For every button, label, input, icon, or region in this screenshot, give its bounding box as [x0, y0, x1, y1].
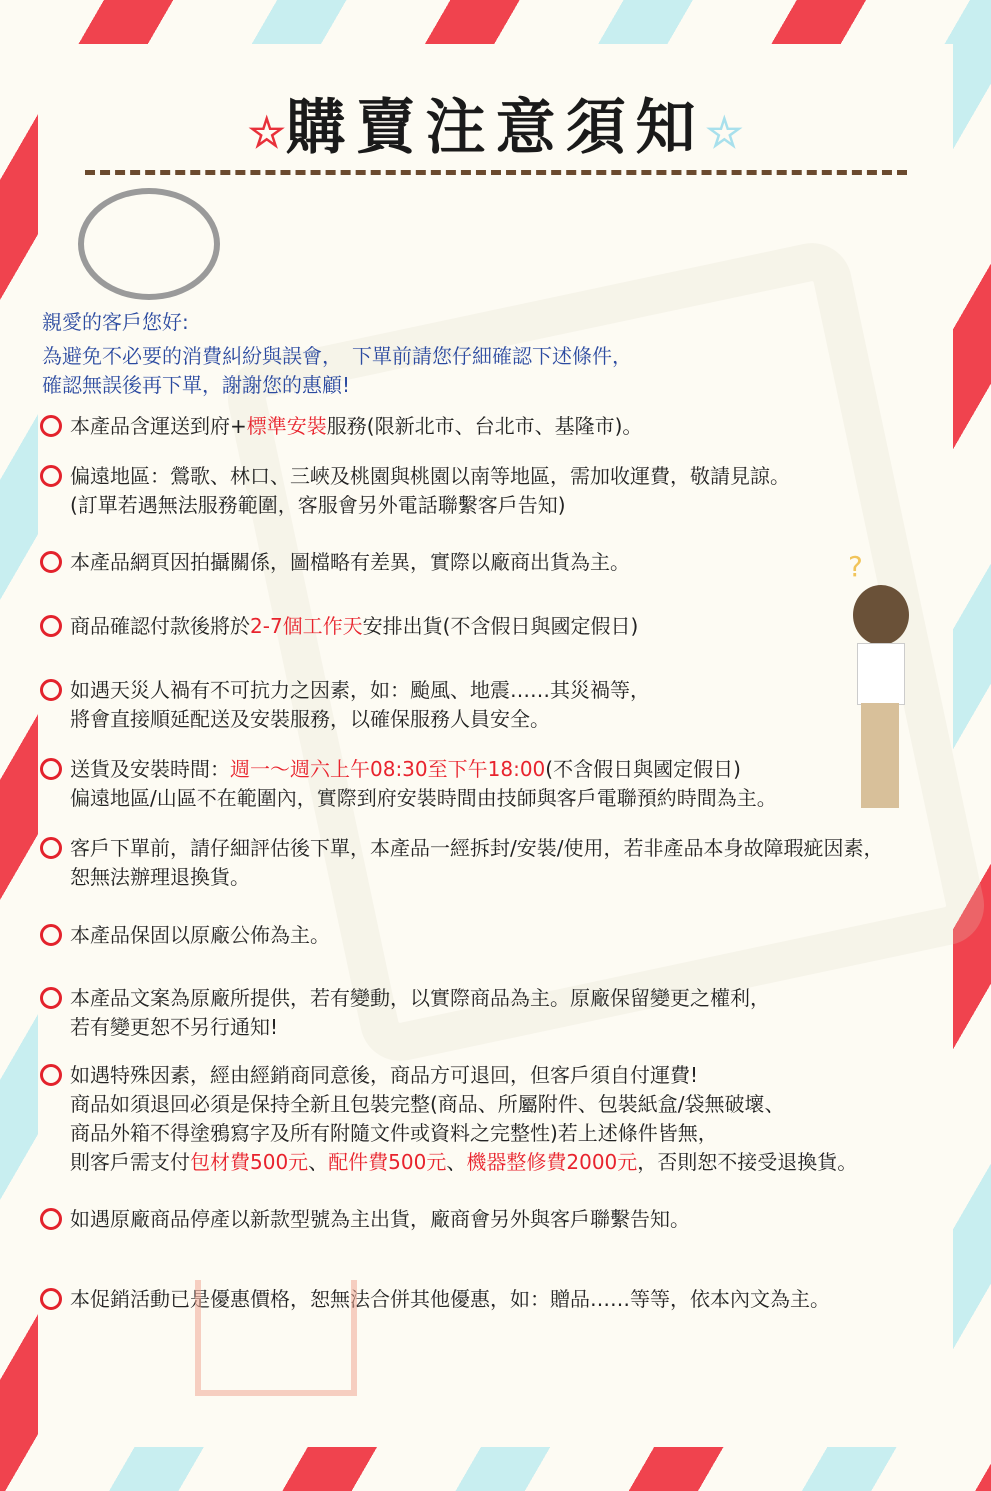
- notice-item: [40, 1061, 857, 1177]
- notice-line: [40, 491, 790, 520]
- text-segment: 商品如須退回必須是保持全新且包裝完整(商品、所屬附件、包裝紙盒/袋無破壞、: [70, 1092, 785, 1116]
- notice-item: [40, 412, 642, 441]
- circle-bullet-icon: [40, 465, 62, 487]
- text-segment: 安排出貨(不含假日與國定假日): [362, 614, 639, 638]
- text-segment: 服務(限新北市、台北市、基隆市)。: [326, 414, 643, 438]
- text-segment: 商品外箱不得塗鴉寫字及所有附隨文件或資料之完整性)若上述條件皆無，: [70, 1121, 718, 1145]
- notice-line: [40, 755, 777, 784]
- circle-bullet-icon: [40, 1064, 62, 1086]
- text-segment: 本產品保固以原廠公佈為主。: [70, 923, 330, 947]
- circle-bullet-icon: [40, 987, 62, 1009]
- notice-line: [40, 863, 883, 892]
- text-segment: 送貨及安裝時間：: [70, 757, 230, 781]
- circle-bullet-icon: [40, 1208, 62, 1230]
- notice-line: [40, 705, 650, 734]
- greeting-line: 為避免不必要的消費糾紛與誤會， 下單前請您仔細確認下述條件，: [42, 344, 632, 368]
- page-title: [0, 80, 991, 166]
- notice-line: [40, 1061, 857, 1090]
- notice-line: [40, 1090, 857, 1119]
- circle-bullet-icon: [40, 1288, 62, 1310]
- text-segment: 本產品文案為原廠所提供，若有變動，以實際商品為主。原廠保留變更之權利，: [70, 986, 770, 1010]
- circle-bullet-icon: [40, 924, 62, 946]
- notice-item: [40, 612, 638, 641]
- text-segment: 如遇天災人禍有不可抗力之因素，如：颱風、地震……其災禍等，: [70, 678, 650, 702]
- star-icon: ☆: [247, 108, 286, 157]
- notice-line: [40, 462, 790, 491]
- circle-bullet-icon: [40, 679, 62, 701]
- question-mark-icon: ?: [848, 550, 863, 583]
- notice-line: [40, 1148, 857, 1177]
- notice-line: [40, 1205, 690, 1234]
- text-segment: 恕無法辦理退換貨。: [70, 865, 250, 889]
- notice-item: [40, 1205, 690, 1234]
- notice-item: [40, 548, 630, 577]
- text-segment: 本產品網頁因拍攝關係，圖檔略有差異，實際以廠商出貨為主。: [70, 550, 630, 574]
- notice-line: [40, 834, 883, 863]
- highlight-text: 標準安裝: [246, 414, 327, 438]
- notice-item: [40, 921, 330, 950]
- circle-bullet-icon: [40, 615, 62, 637]
- text-segment: 將會直接順延配送及安裝服務，以確保服務人員安全。: [70, 707, 550, 731]
- circle-bullet-icon: [40, 551, 62, 573]
- text-segment: 客戶下單前，請仔細評估後下單，本產品一經拆封/安裝/使用，若非產品本身故障瑕疵因素，: [70, 836, 884, 860]
- circle-bullet-icon: [40, 415, 62, 437]
- notice-item: [40, 676, 650, 734]
- text-segment: 本產品含運送到府+: [70, 414, 247, 438]
- greeting-line: 親愛的客戶您好:: [42, 310, 189, 334]
- circle-bullet-icon: [40, 837, 62, 859]
- notice-line: [40, 1119, 857, 1148]
- text-segment: 本促銷活動已是優惠價格，恕無法合併其他優惠，如：贈品……等等，依本內文為主。: [70, 1287, 830, 1311]
- title-text: 購賣注意須知: [285, 93, 706, 163]
- greeting-line: 確認無誤後再下單，謝謝您的惠顧!: [42, 373, 351, 397]
- notice-line: [40, 548, 630, 577]
- headset-icon: [78, 188, 220, 300]
- text-segment: 若有變更恕不另行通知!: [70, 1015, 279, 1039]
- notice-line: [40, 984, 770, 1013]
- text-segment: ，否則恕不接受退換貨。: [637, 1150, 858, 1174]
- dashed-divider: [85, 170, 907, 175]
- notice-item: [40, 834, 883, 892]
- highlight-text: 2-7個工作天: [250, 614, 363, 638]
- notice-line: [40, 784, 777, 813]
- star-icon: ☆: [705, 108, 744, 157]
- text-segment: 、: [446, 1150, 467, 1174]
- text-segment: 偏遠地區：鶯歌、林口、三峽及桃園與桃園以南等地區，需加收運費，敬請見諒。: [70, 464, 790, 488]
- notice-item: [40, 755, 777, 813]
- notice-line: [40, 1285, 830, 1314]
- text-segment: 如遇特殊因素，經由經銷商同意後，商品方可退回，但客戶須自付運費!: [70, 1063, 699, 1087]
- circle-bullet-icon: [40, 758, 62, 780]
- text-segment: (訂單若遇無法服務範圍，客服會另外電話聯繫客戶告知): [70, 493, 566, 517]
- highlight-text: 機器整修費2000元: [466, 1150, 638, 1174]
- highlight-text: 包材費500元: [190, 1150, 309, 1174]
- notice-item: [40, 462, 790, 520]
- text-segment: 如遇原廠商品停產以新款型號為主出貨，廠商會另外與客戶聯繫告知。: [70, 1207, 690, 1231]
- text-segment: 則客戶需支付: [70, 1150, 190, 1174]
- notice-line: [40, 1013, 770, 1042]
- notice-line: [40, 921, 330, 950]
- shopping-cart-icon: [195, 1280, 357, 1396]
- thinking-person-illustration: [845, 585, 915, 815]
- notice-line: [40, 612, 638, 641]
- highlight-text: 週一～週六上午08:30至下午18:00: [230, 757, 546, 781]
- text-segment: 商品確認付款後將於: [70, 614, 250, 638]
- notice-item: [40, 984, 770, 1042]
- text-segment: 偏遠地區/山區不在範圍內，實際到府安裝時間由技師與客戶電聯預約時間為主。: [70, 786, 777, 810]
- text-segment: 、: [308, 1150, 329, 1174]
- notice-item: [40, 1285, 830, 1314]
- highlight-text: 配件費500元: [328, 1150, 447, 1174]
- text-segment: (不含假日與國定假日): [545, 757, 741, 781]
- notice-line: [40, 412, 642, 441]
- notice-line: [40, 676, 650, 705]
